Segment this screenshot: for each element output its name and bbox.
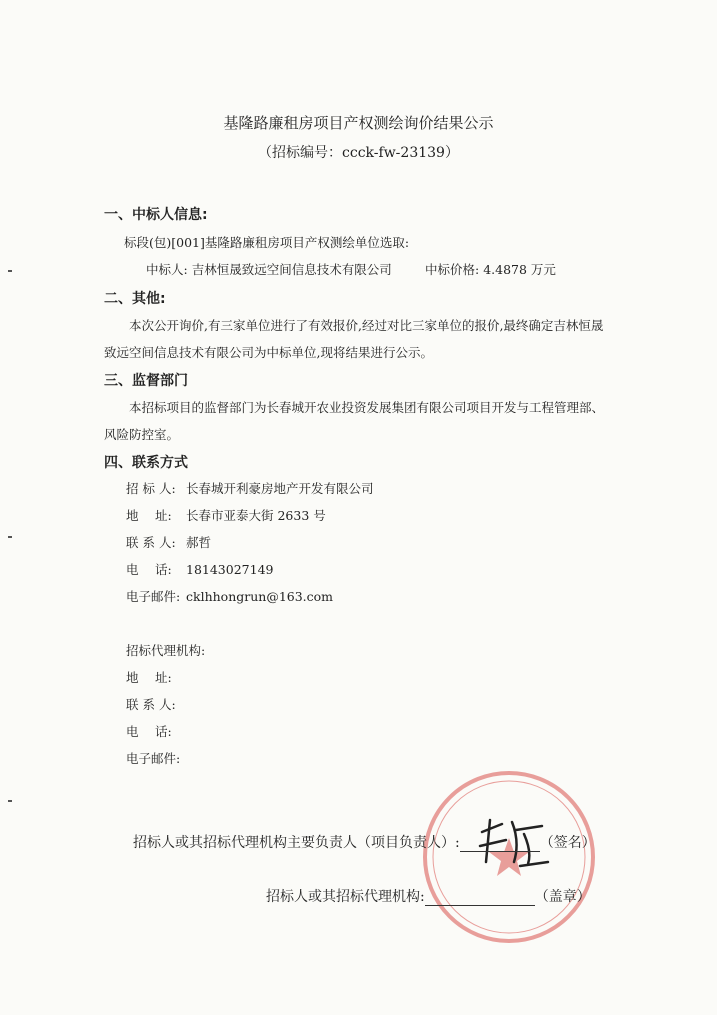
scan-mark: [8, 800, 12, 802]
price-value: 4.4878 万元: [483, 262, 556, 277]
contact-value: 18143027149: [186, 562, 274, 577]
agency-label: 地 址:: [126, 670, 172, 685]
contact-row: [126, 479, 374, 497]
agency-label: 电 话:: [126, 724, 172, 739]
contact-row: [126, 587, 333, 605]
section-heading-supervision: 三、监督部门: [104, 373, 188, 389]
scan-mark: [8, 536, 12, 538]
agency-label: 联 系 人:: [126, 697, 176, 712]
contact-label: 招 标 人:: [126, 481, 176, 496]
contact-label: 地 址:: [126, 508, 172, 523]
signature-leader-suffix: （签名）: [539, 835, 596, 851]
contact-row: [126, 560, 273, 578]
signature-line-org: [266, 886, 591, 906]
price-label: 中标价格:: [425, 262, 480, 277]
agency-label: 电子邮件:: [126, 751, 181, 766]
other-body: 本次公开询价,有三家单位进行了有效报价,经过对比三家单位的报价,最终确定吉林恒晟致远空间信息技术有限公司为中标单位,现将结果进行公示。: [104, 318, 604, 360]
signature-org-text: 招标人或其招标代理机构:: [266, 889, 425, 905]
section-heading-other: 二、其他:: [104, 291, 166, 307]
contact-value: 郝哲: [186, 535, 212, 550]
agency-heading: 招标代理机构:: [126, 643, 206, 658]
winner-label: 中标人:: [146, 262, 188, 277]
document-subtitle: （招标编号：ccck-fw-23139）: [258, 145, 459, 161]
signature-line-leader: [133, 832, 596, 852]
contact-label: 电 话:: [126, 562, 172, 577]
contact-label: 联 系 人:: [126, 535, 176, 550]
price-line: [425, 260, 556, 278]
supervision-body: 本招标项目的监督部门为长春城开农业投资发展集团有限公司项目开发与工程管理部、风险防控室。: [104, 400, 605, 442]
section-heading-contact: 四、联系方式: [104, 455, 188, 471]
document-title: 基隆路廉租房项目产权测绘询价结果公示: [223, 114, 494, 132]
contact-row: [126, 533, 211, 551]
scan-mark: [8, 270, 12, 272]
lot-line: 标段(包)[001]基隆路廉租房项目产权测绘单位选取:: [124, 235, 410, 250]
signature-blank: [460, 835, 540, 852]
section-heading-winner: 一、中标人信息:: [104, 207, 208, 223]
contact-value: 长春市亚泰大街 2633 号: [186, 508, 326, 523]
signature-org-suffix: （盖章）: [534, 889, 591, 905]
contact-label: 电子邮件:: [126, 589, 181, 604]
contact-value: cklhhongrun@163.com: [186, 589, 334, 604]
winner-line: [146, 260, 392, 278]
winner-value: 吉林恒晟致远空间信息技术有限公司: [191, 262, 392, 277]
contact-value: 长春城开利豪房地产开发有限公司: [186, 481, 374, 496]
contact-row: [126, 506, 326, 524]
seal-blank: [425, 889, 535, 906]
signature-leader-text: 招标人或其招标代理机构主要负责人（项目负责人）:: [133, 835, 460, 851]
